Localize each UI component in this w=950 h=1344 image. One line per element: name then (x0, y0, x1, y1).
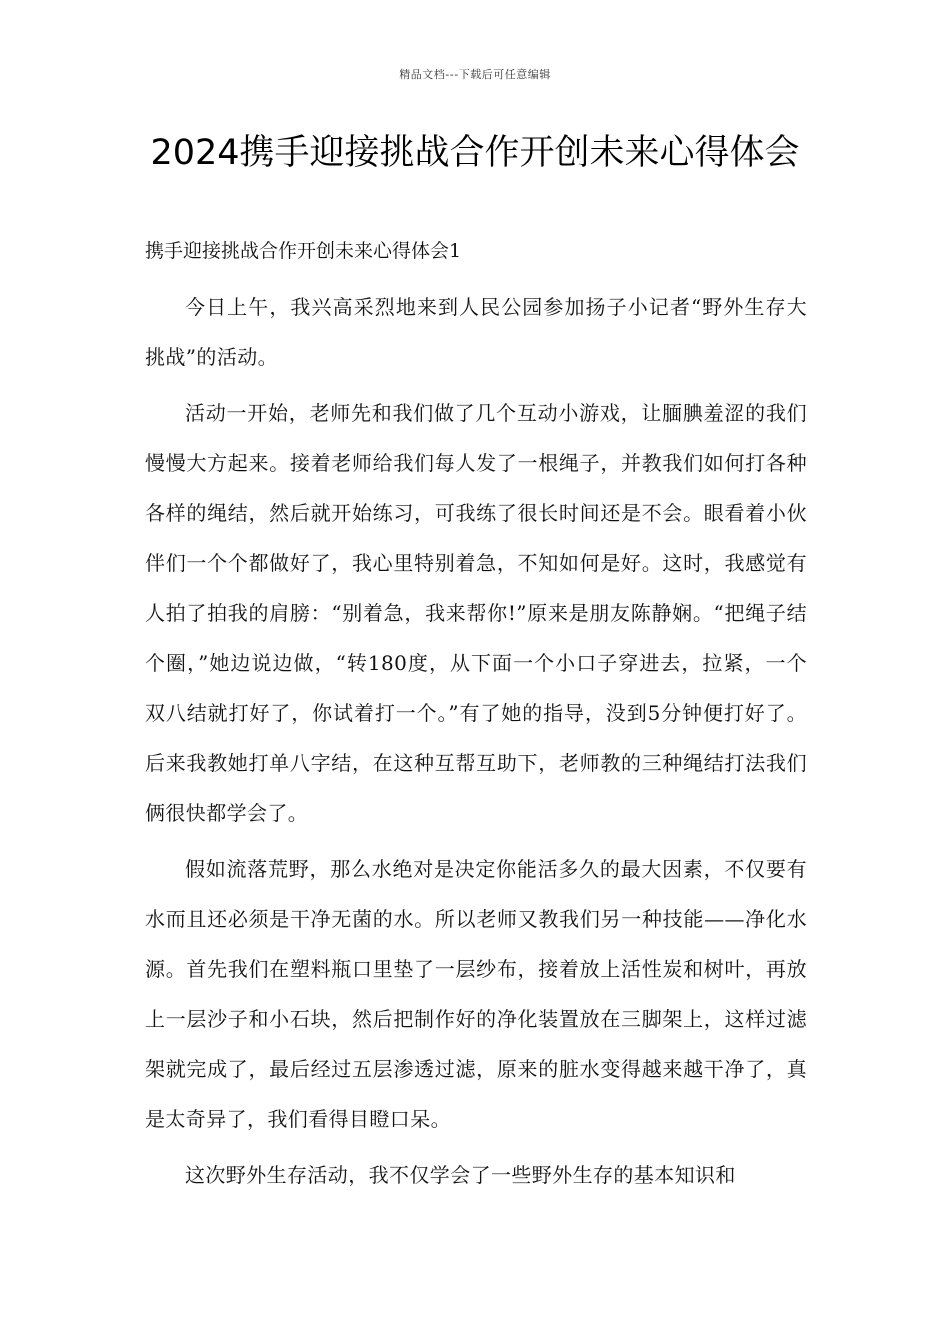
document-body (145, 282, 807, 1206)
paragraph-2: 活动一开始，老师先和我们做了几个互动小游戏，让腼腆羞涩的我们慢慢大方起来。接着老师给我们每人发了一根绳子，并教我们如何打各种各样的绳结，然后就开始练习，可我练了很长时间还是不会。眼看着小伙伴们一个个都做好了，我心里特别着急，不知如何是好。这时，我感觉有人拍了拍我的肩膀：“别着急，我来帮你!”原来是朋友陈静娴。“把绳子结个圈，”她边说边做，“转180度，从下面一个小口子穿进去，拉紧，一个双八结就打好了，你试着打一个。”有了她的指导，没到5分钟便打好了。后来我教她打单八字结，在这种互帮互助下，老师教的三种绳结打法我们俩很快都学会了。 (145, 401, 807, 825)
paragraph-3: 假如流落荒野，那么水绝对是决定你能活多久的最大因素，不仅要有水而且还必须是干净无菌的水。所以老师又教我们另一种技能——净化水源。首先我们在塑料瓶口里垫了一层纱布，接着放上活性炭和树叶，再放上一层沙子和小石块，然后把制作好的净化装置放在三脚架上，这样过滤架就完成了，最后经过五层渗透过滤，原来的脏水变得越来越干净了，真是太奇异了，我们看得目瞪口呆。 (145, 857, 807, 1131)
header-note: 精品文档---下载后可任意编辑 (399, 68, 551, 81)
paragraph-4: 这次野外生存活动，我不仅学会了一些野外生存的基本知识和 (185, 1163, 736, 1187)
section-subtitle: 携手迎接挑战合作开创未来心得体会1 (145, 240, 462, 262)
document-title: 2024携手迎接挑战合作开创未来心得体会 (150, 133, 800, 173)
paragraph-1: 今日上午，我兴高采烈地来到人民公园参加扬子小记者“野外生存大挑战”的活动。 (145, 295, 807, 369)
